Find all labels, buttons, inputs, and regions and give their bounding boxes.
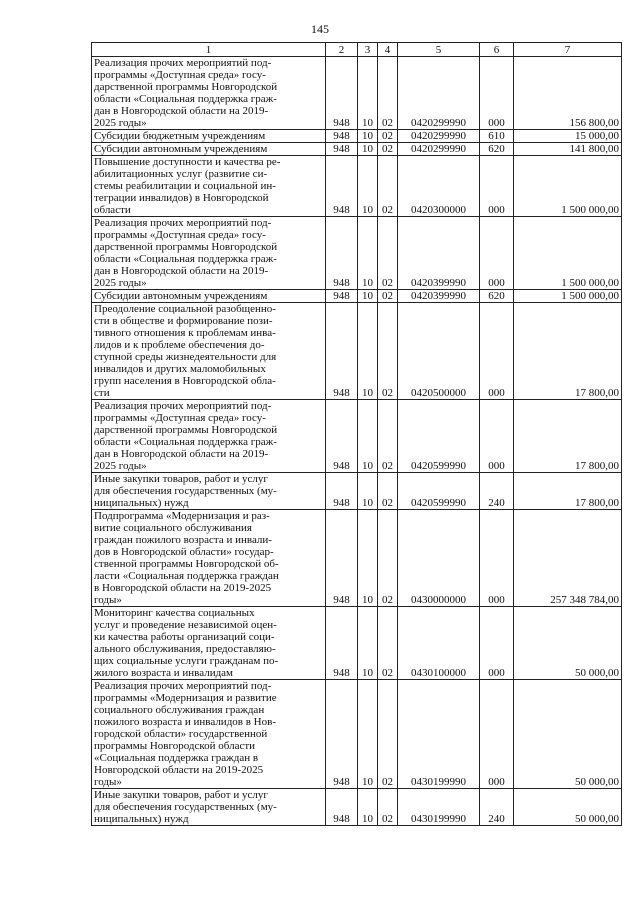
- target-article: 0420599990: [398, 473, 480, 510]
- admin-code: 948: [326, 400, 358, 473]
- amount: 50 000,00: [514, 680, 622, 789]
- row-name: Реализация прочих мероприятий под- программы «Доступная среда» госу- дарственной программы Новгородской области «Социальная поддержка граж- дан в Новгородской области на 2019- 2025 годы»: [92, 217, 326, 290]
- table-row: [92, 473, 622, 510]
- table-row: [92, 400, 622, 473]
- amount: 257 348 784,00: [514, 510, 622, 607]
- row-name: Субсидии автономным учреждениям: [92, 143, 326, 156]
- header-col-7: 7: [514, 43, 622, 57]
- section-code: 10: [358, 217, 378, 290]
- row-name: Реализация прочих мероприятий под- программы «Доступная среда» госу- дарственной программы Новгородской области «Социальная поддержка граж- дан в Новгородской области на 2019- 2025 годы»: [92, 57, 326, 130]
- table-row: [92, 156, 622, 217]
- admin-code: 948: [326, 510, 358, 607]
- amount: 156 800,00: [514, 57, 622, 130]
- amount: 17 800,00: [514, 473, 622, 510]
- amount: 1 500 000,00: [514, 217, 622, 290]
- expense-type: 000: [480, 607, 514, 680]
- expense-type: 000: [480, 680, 514, 789]
- admin-code: 948: [326, 217, 358, 290]
- header-col-4: 4: [378, 43, 398, 57]
- section-code: 10: [358, 290, 378, 303]
- admin-code: 948: [326, 290, 358, 303]
- table-row: [92, 789, 622, 826]
- expense-type: 610: [480, 130, 514, 143]
- table-row: [92, 217, 622, 290]
- header-col-3: 3: [358, 43, 378, 57]
- target-article: 0430199990: [398, 680, 480, 789]
- target-article: 0430000000: [398, 510, 480, 607]
- table-body: [92, 57, 622, 826]
- amount: 50 000,00: [514, 789, 622, 826]
- row-name: Мониторинг качества социальных услуг и проведение независимой оцен- ки качества работы организаций соци- ального обслуживания, предоставляю- щих социальные услуги гражданам по- жилого возраста и инвалидам: [92, 607, 326, 680]
- admin-code: 948: [326, 303, 358, 400]
- admin-code: 948: [326, 680, 358, 789]
- amount: 50 000,00: [514, 607, 622, 680]
- row-name: Подпрограмма «Модернизация и раз- витие социального обслуживания граждан пожилого возраста и инвали- дов в Новгородской области» государ- ственной программы Новгородской об- ласти «Социальная поддержка граждан в Новгородской области на 2019-2025 годы»: [92, 510, 326, 607]
- expense-type: 000: [480, 57, 514, 130]
- section-code: 10: [358, 303, 378, 400]
- row-name: Повышение доступности и качества ре- абилитационных услуг (развитие си- стемы реабилитации и социальной ин- теграции инвалидов) в Новгородской области: [92, 156, 326, 217]
- section-code: 10: [358, 510, 378, 607]
- expense-type: 000: [480, 156, 514, 217]
- target-article: 0420500000: [398, 303, 480, 400]
- row-name: Преодоление социальной разобщенно- сти в обществе и формирование пози- тивного отношения к проблемам инва- лидов и к проблеме обеспечения до- ступной среды жизнедеятельности для инвалидов и других маломобильных групп населения в Новгородской обла- сти: [92, 303, 326, 400]
- subsection-code: 02: [378, 303, 398, 400]
- admin-code: 948: [326, 473, 358, 510]
- target-article: 0430100000: [398, 607, 480, 680]
- admin-code: 948: [326, 789, 358, 826]
- section-code: 10: [358, 680, 378, 789]
- subsection-code: 02: [378, 130, 398, 143]
- subsection-code: 02: [378, 156, 398, 217]
- target-article: 0420599990: [398, 400, 480, 473]
- section-code: 10: [358, 57, 378, 130]
- table-row: [92, 303, 622, 400]
- expense-type: 000: [480, 510, 514, 607]
- header-col-2: 2: [326, 43, 358, 57]
- expense-type: 000: [480, 303, 514, 400]
- section-code: 10: [358, 130, 378, 143]
- amount: 17 800,00: [514, 400, 622, 473]
- target-article: 0420299990: [398, 143, 480, 156]
- subsection-code: 02: [378, 680, 398, 789]
- table-row: [92, 680, 622, 789]
- header-row: [92, 43, 622, 57]
- target-article: 0420399990: [398, 290, 480, 303]
- table-row: [92, 290, 622, 303]
- table-row: [92, 57, 622, 130]
- expense-type: 000: [480, 400, 514, 473]
- expense-type: 240: [480, 789, 514, 826]
- header-col-6: 6: [480, 43, 514, 57]
- amount: 1 500 000,00: [514, 156, 622, 217]
- table-row: [92, 607, 622, 680]
- header-col-5: 5: [398, 43, 480, 57]
- subsection-code: 02: [378, 473, 398, 510]
- amount: 15 000,00: [514, 130, 622, 143]
- section-code: 10: [358, 156, 378, 217]
- row-name: Иные закупки товаров, работ и услуг для обеспечения государственных (му- ниципальных) нужд: [92, 789, 326, 826]
- target-article: 0420299990: [398, 130, 480, 143]
- expense-type: 620: [480, 290, 514, 303]
- expense-type: 240: [480, 473, 514, 510]
- row-name: Субсидии автономным учреждениям: [92, 290, 326, 303]
- subsection-code: 02: [378, 789, 398, 826]
- row-name: Реализация прочих мероприятий под- программы «Доступная среда» госу- дарственной программы Новгородской области «Социальная поддержка граж- дан в Новгородской области на 2019- 2025 годы»: [92, 400, 326, 473]
- subsection-code: 02: [378, 217, 398, 290]
- amount: 141 800,00: [514, 143, 622, 156]
- subsection-code: 02: [378, 290, 398, 303]
- amount: 17 800,00: [514, 303, 622, 400]
- section-code: 10: [358, 473, 378, 510]
- target-article: 0420399990: [398, 217, 480, 290]
- admin-code: 948: [326, 607, 358, 680]
- table-row: [92, 143, 622, 156]
- row-name: Реализация прочих мероприятий под- программы «Модернизация и развитие социального обслуживания граждан пожилого возраста и инвалидов в Нов- городской области» государственной программы Новгородской области «Социальная поддержка граждан в Новгородской области на 2019-2025 годы»: [92, 680, 326, 789]
- admin-code: 948: [326, 156, 358, 217]
- table-row: [92, 130, 622, 143]
- subsection-code: 02: [378, 400, 398, 473]
- budget-table: [91, 42, 622, 826]
- table-row: [92, 510, 622, 607]
- target-article: 0420299990: [398, 57, 480, 130]
- admin-code: 948: [326, 130, 358, 143]
- target-article: 0420300000: [398, 156, 480, 217]
- section-code: 10: [358, 607, 378, 680]
- subsection-code: 02: [378, 607, 398, 680]
- section-code: 10: [358, 143, 378, 156]
- section-code: 10: [358, 789, 378, 826]
- expense-type: 000: [480, 217, 514, 290]
- page-number: 145: [311, 22, 329, 36]
- row-name: Субсидии бюджетным учреждениям: [92, 130, 326, 143]
- subsection-code: 02: [378, 143, 398, 156]
- admin-code: 948: [326, 57, 358, 130]
- header-col-1: 1: [92, 43, 326, 57]
- subsection-code: 02: [378, 510, 398, 607]
- target-article: 0430199990: [398, 789, 480, 826]
- row-name: Иные закупки товаров, работ и услуг для обеспечения государственных (му- ниципальных) нужд: [92, 473, 326, 510]
- amount: 1 500 000,00: [514, 290, 622, 303]
- subsection-code: 02: [378, 57, 398, 130]
- expense-type: 620: [480, 143, 514, 156]
- admin-code: 948: [326, 143, 358, 156]
- section-code: 10: [358, 400, 378, 473]
